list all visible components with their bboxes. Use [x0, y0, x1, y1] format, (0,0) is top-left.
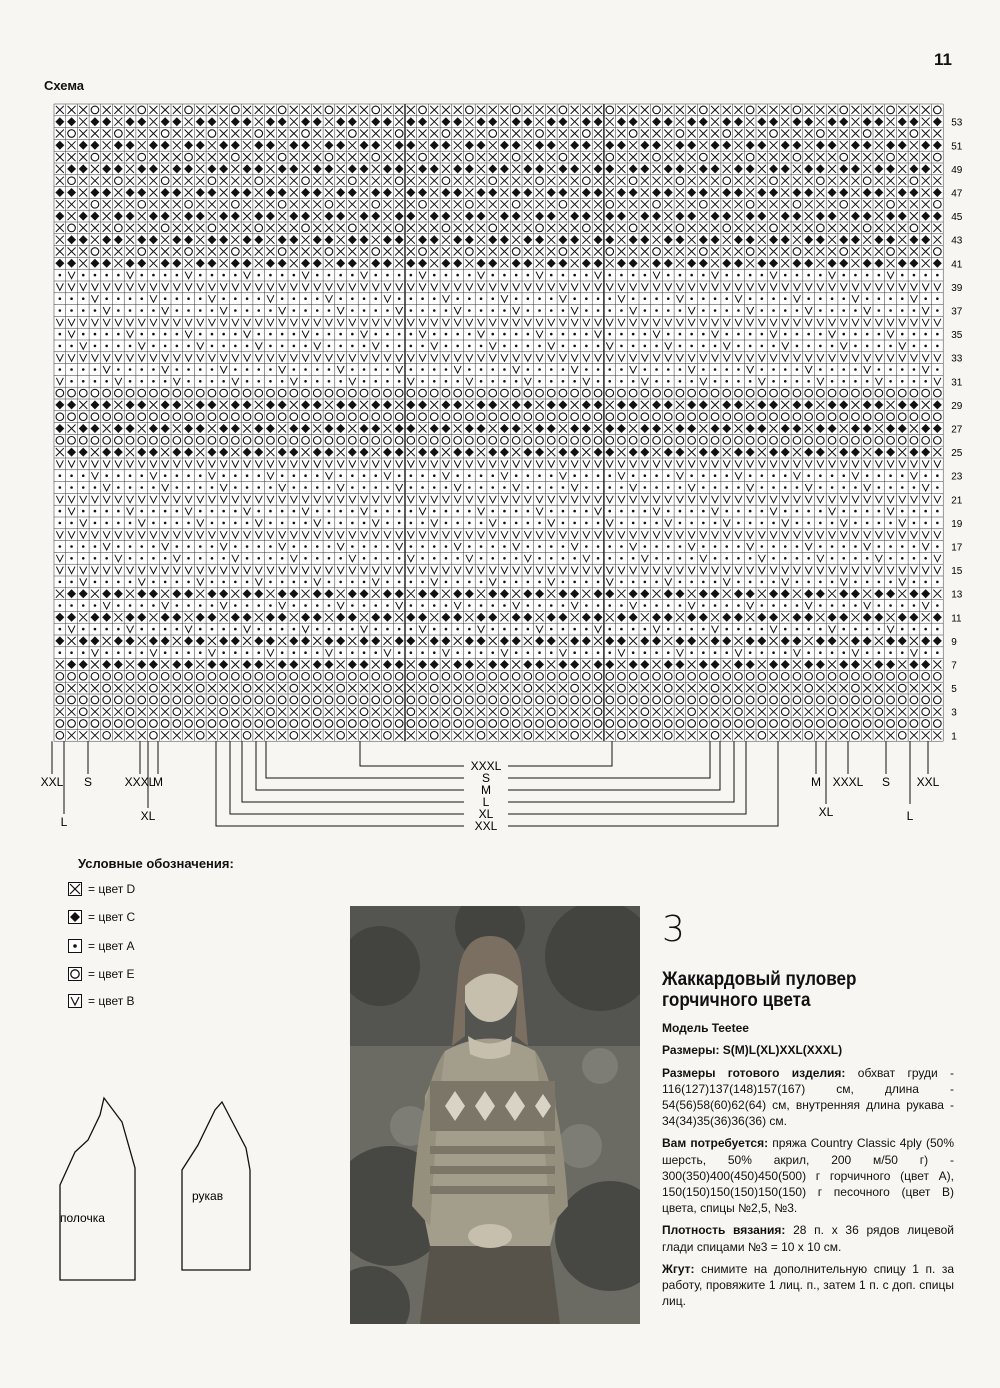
legend-label: = цвет D — [88, 882, 136, 896]
legend-label: = цвет А — [88, 939, 135, 953]
legend-item-color-b — [68, 994, 135, 1008]
size-label: XXXL — [470, 759, 502, 773]
diamond-box-icon — [68, 910, 82, 924]
chart-title: Схема — [44, 78, 85, 93]
size-label: XXL — [474, 819, 498, 833]
legend-label: = цвет Е — [88, 967, 135, 981]
gauge — [662, 1222, 954, 1254]
sizes: Размеры: S(M)L(XL)XXL(XXXL) — [662, 1043, 843, 1058]
legend-title: Условные обозначения: — [78, 856, 234, 871]
cross-box-icon — [68, 882, 82, 896]
size-label: XL — [478, 807, 494, 821]
finished-dimensions — [662, 1065, 954, 1130]
materials-text: пряжа Country Classic 4ply (50% шерсть, 50% акрил, 200 м/50 г) - 300(350)400(450)450(500) г горчичного (цвет А), 150(150)150(150)150(150) г песочного (цвет В) цвета, спицы №2,5, №3. — [662, 1136, 955, 1216]
size-label: XXL — [40, 775, 64, 789]
materials — [662, 1135, 954, 1216]
legend-label: = цвет С — [88, 910, 136, 924]
row-number: 9 — [951, 636, 957, 648]
dot-box-icon — [68, 939, 82, 953]
row-number: 1 — [951, 731, 957, 743]
size-label: XL — [818, 805, 834, 819]
size-label: S — [881, 775, 891, 789]
row-number: 7 — [951, 660, 957, 672]
gauge-text: 28 п. х 36 рядов лицевой глади спицами №3 = 10 х 10 см. — [662, 1223, 954, 1254]
page-number: 11 — [934, 50, 952, 69]
front-piece-outline — [60, 1098, 135, 1280]
circle-box-icon — [68, 967, 82, 981]
row-number: 39 — [951, 282, 963, 294]
row-number: 25 — [951, 448, 963, 460]
garment-schematics — [40, 1090, 340, 1290]
row-number: 31 — [951, 377, 963, 389]
row-number: 21 — [951, 495, 963, 507]
size-label: XXXL — [124, 775, 156, 789]
sleeve-outline — [182, 1102, 250, 1270]
size-label: L — [906, 809, 914, 823]
legend-item-color-a — [68, 939, 135, 953]
sleeve-label: рукав — [192, 1189, 224, 1203]
article — [662, 906, 954, 1315]
pattern-number: 3 — [662, 909, 685, 950]
row-number: 17 — [951, 542, 963, 554]
finished-dimensions-label: Размеры готового изделия: — [662, 1065, 846, 1080]
row-number: 19 — [951, 518, 963, 530]
row-number: 43 — [951, 235, 963, 247]
gauge-label: Плотность вязания: — [662, 1223, 786, 1238]
row-number: 13 — [951, 589, 963, 601]
row-number: 29 — [951, 400, 963, 412]
cable-stitch — [662, 1261, 954, 1310]
size-label: M — [481, 783, 491, 797]
row-number: 27 — [951, 424, 963, 436]
model-photo — [350, 906, 640, 1324]
row-number: 53 — [951, 117, 963, 129]
legend-label: = цвет В — [88, 994, 135, 1008]
cable-text: снимите на дополнительную спицу 1 п. за работу, провяжите 1 лиц. п., затем 1 п. с доп. спицы лиц. — [662, 1261, 955, 1309]
row-number: 11 — [951, 613, 962, 625]
legend-item-color-e — [68, 967, 135, 981]
legend-item-color-d — [68, 882, 135, 896]
row-number: 23 — [951, 471, 963, 483]
row-number-labels — [951, 118, 963, 743]
materials-label: Вам потребуется: — [662, 1136, 769, 1151]
row-number: 45 — [951, 212, 963, 224]
row-number: 33 — [951, 353, 963, 365]
row-number: 47 — [951, 188, 963, 200]
size-label: M — [153, 775, 163, 789]
row-number: 41 — [951, 259, 963, 271]
row-number: 3 — [951, 707, 957, 719]
size-label: M — [811, 775, 821, 789]
finished-dimensions-text: обхват груди - 116(127)137(148)157(167) см, длина - 54(56)58(60)62(64) см, внутренняя длина рукава - 34(34)35(36)36(36) см. — [662, 1065, 955, 1129]
row-number: 51 — [951, 141, 963, 153]
row-number: 5 — [951, 684, 957, 696]
size-label: S — [83, 775, 93, 789]
cable-label: Жгут: — [662, 1261, 695, 1276]
front-piece-label: полочка — [60, 1211, 105, 1225]
legend-item-color-c — [68, 910, 135, 924]
size-label: XXL — [916, 775, 940, 789]
pattern-title: Жаккардовый пуловер горчичного цвета — [662, 968, 857, 1012]
size-label: L — [482, 795, 490, 809]
size-label: XXXL — [832, 775, 864, 789]
row-number: 49 — [951, 164, 963, 176]
size-labels — [41, 759, 940, 833]
model-name: Модель Teetee — [662, 1021, 749, 1036]
v-box-icon — [68, 994, 82, 1008]
row-number: 15 — [951, 566, 963, 578]
row-number: 35 — [951, 330, 963, 342]
size-label: S — [481, 771, 491, 785]
size-label: XL — [140, 809, 156, 823]
knitting-chart — [20, 98, 980, 858]
size-label: L — [60, 815, 68, 829]
row-number: 37 — [951, 306, 963, 318]
